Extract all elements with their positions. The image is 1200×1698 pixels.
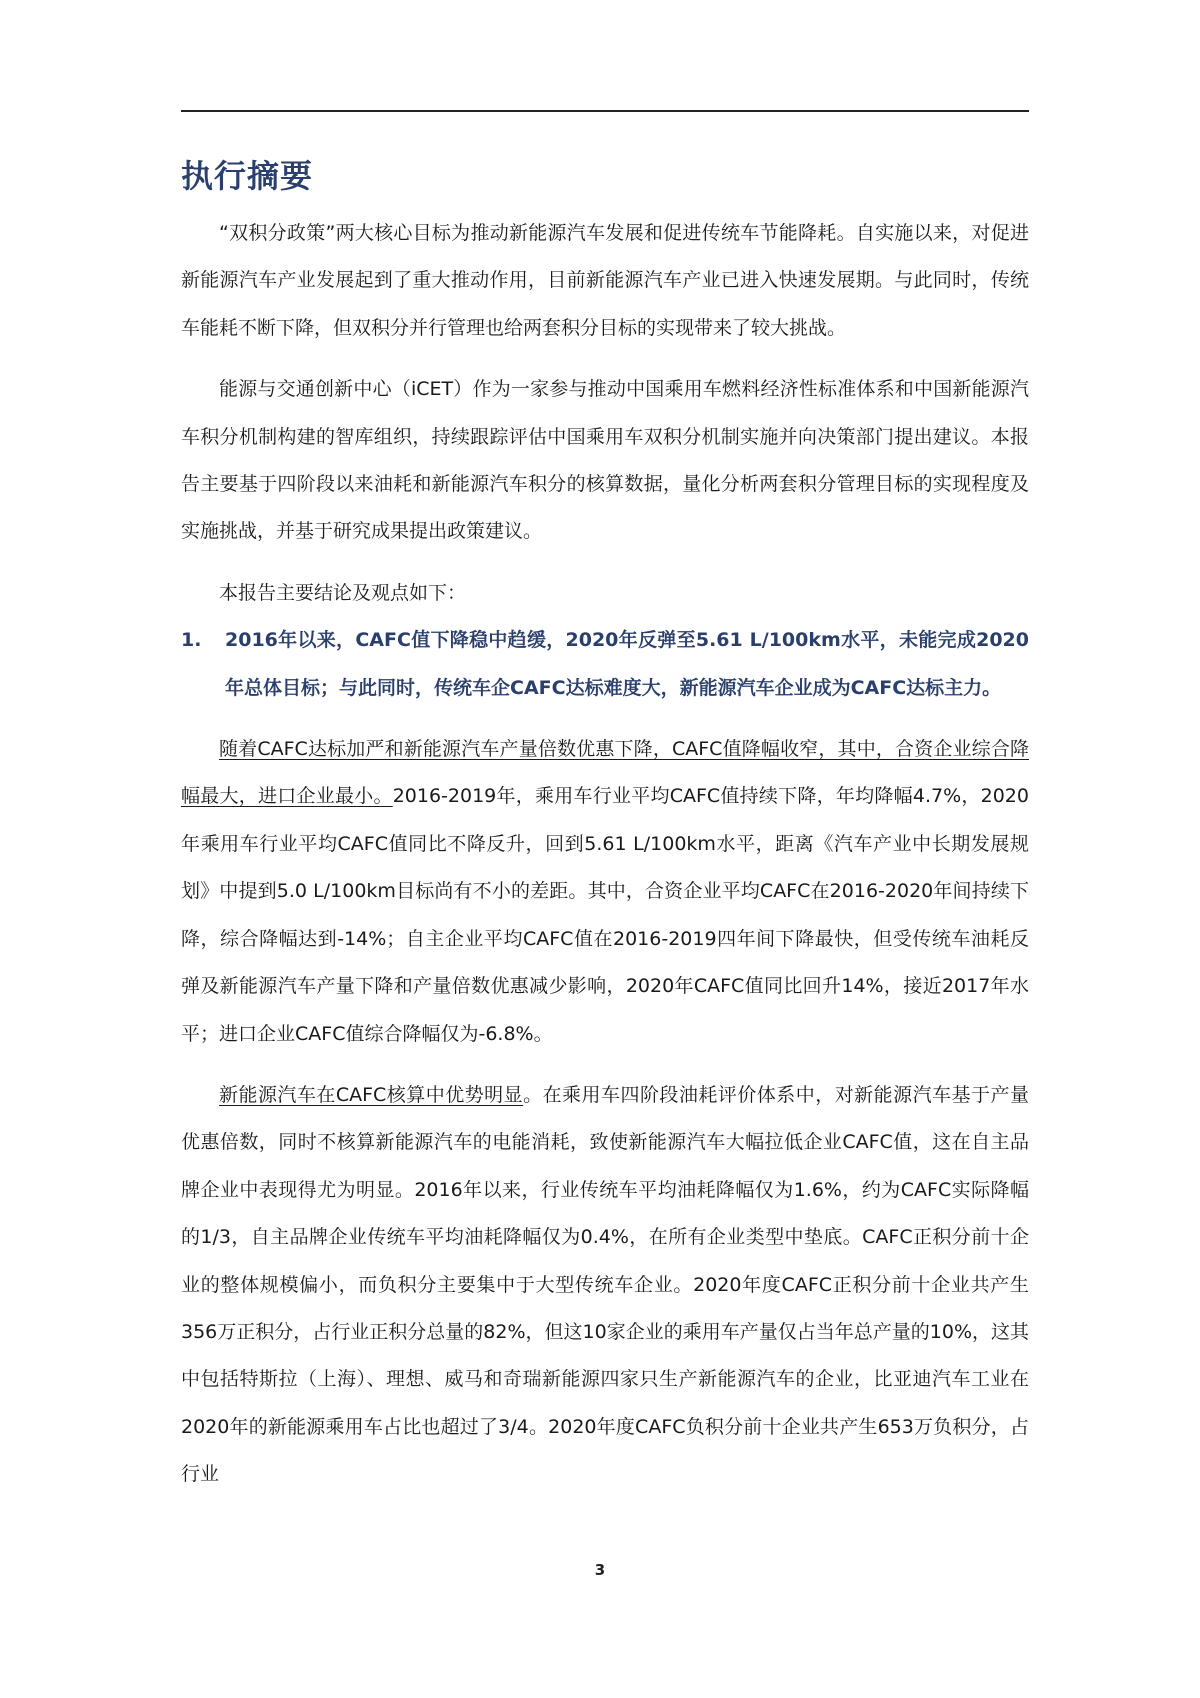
nev-advantage-paragraph	[181, 1072, 1029, 1499]
cafc-trend-paragraph	[181, 726, 1029, 1058]
finding-number: 1.	[181, 629, 202, 652]
conclusions-lead: 本报告主要结论及观点如下：	[219, 581, 467, 604]
section-heading: 执行摘要	[181, 157, 314, 195]
finding-text: 2016年以来，CAFC值下降稳中趋缓，2020年反弹至5.61 L/100km水平，未能完成2020年总体目标；与此同时，传统车企CAFC达标难度大，新能源汽车企业成为CAFC达标主力。	[225, 629, 1029, 699]
nev-advantage-body: 。在乘用车四阶段油耗评价体系中，对新能源汽车基于产量优惠倍数，同时不核算新能源汽车的电能消耗，致使新能源汽车大幅拉低企业CAFC值，这在自主品牌企业中表现得尤为明显。2016年以来，行业传统车平均油耗降幅仅为1.6%，约为CAFC实际降幅的1/3，自主品牌企业传统车平均油耗降幅仅为0.4%，在所有企业类型中垫底。CAFC正积分前十企业的整体规模偏小，而负积分主要集中于大型传统车企业。2020年度CAFC正积分前十企业共产生356万正积分，占行业正积分总量的82%，但这10家企业的乘用车产量仅占当年总产量的10%，这其中包括特斯拉（上海）、理想、威马和奇瑞新能源四家只生产新能源汽车的企业，比亚迪汽车工业在2020年的新能源乘用车占比也超过了3/4。2020年度CAFC负积分前十企业共产生653万负积分，占行业	[181, 1083, 1029, 1486]
intro-paragraph-2: 能源与交通创新中心（iCET）作为一家参与推动中国乘用车燃料经济性标准体系和中国新能源汽车积分机制构建的智库组织，持续跟踪评估中国乘用车双积分机制实施并向决策部门提出建议。本报告主要基于四阶段以来油耗和新能源汽车积分的核算数据，量化分析两套积分管理目标的实现程度及实施挑战，并基于研究成果提出政策建议。	[181, 378, 1029, 543]
page-number: 3	[594, 1561, 606, 1579]
cafc-trend-highlight: 随着CAFC达标加严和新能源汽车产量倍数优惠下降，CAFC值降幅收窄，其中，合资企业综合降幅最大，进口企业最小。	[181, 738, 1029, 808]
header-rule	[181, 110, 1029, 112]
key-finding-1	[181, 617, 1029, 712]
page-body	[181, 152, 1029, 1499]
intro-paragraph-1: “双积分政策”两大核心目标为推动新能源汽车发展和促进传统车节能降耗。自实施以来，对促进新能源汽车产业发展起到了重大推动作用，目前新能源汽车产业已进入快速发展期。与此同时，传统车能耗不断下降，但双积分并行管理也给两套积分目标的实现带来了较大挑战。	[181, 222, 1029, 339]
nev-advantage-highlight: 新能源汽车在CAFC核算中优势明显	[219, 1083, 524, 1106]
cafc-trend-body: 2016-2019年，乘用车行业平均CAFC值持续下降，年均降幅4.7%，2020年乘用车行业平均CAFC值同比不降反升，回到5.61 L/100km水平，距离《汽车产业中长期发展规划》中提到5.0 L/100km目标尚有不小的差距。其中，合资企业平均CAFC在2016-2020年间持续下降，综合降幅达到-14%；自主企业平均CAFC值在2016-2019四年间下降最快，但受传统车油耗反弹及新能源汽车产量下降和产量倍数优惠减少影响，2020年CAFC值同比回升14%，接近2017年水平；进口企业CAFC值综合降幅仅为-6.8%。	[181, 785, 1029, 1045]
